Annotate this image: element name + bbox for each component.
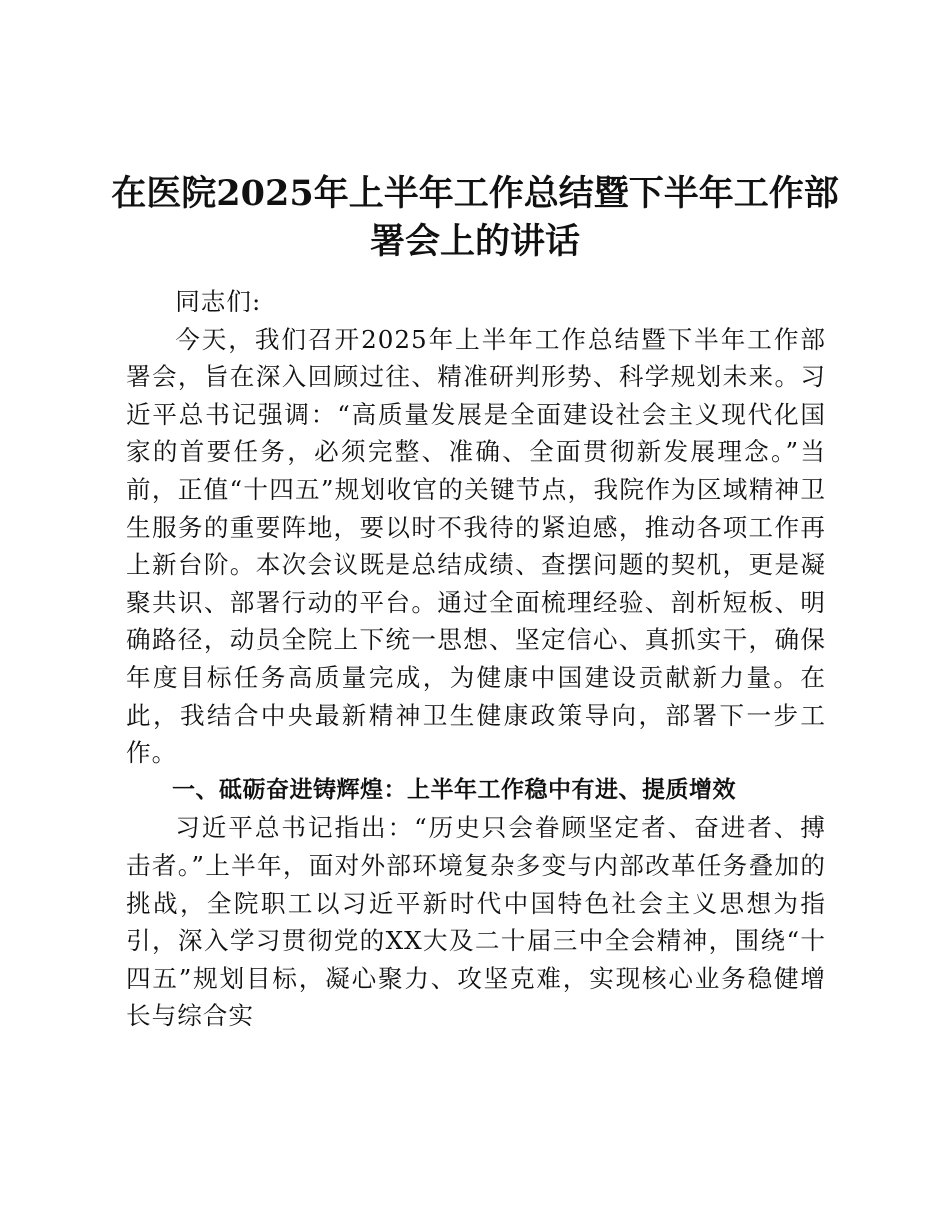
document-body: [126, 283, 826, 1035]
section-heading: 一、砥砺奋进铸辉煌：上半年工作稳中有进、提质增效: [172, 776, 736, 803]
intro-paragraph: 今天，我们召开2025年上半年工作总结暨下半年工作部署会，旨在深入回顾过往、精准研判形势、科学规划未来。习近平总书记强调：“高质量发展是全面建设社会主义现代化国家的首要任务，必须完整、准确、全面贯彻新发展理念。”当前，正值“十四五”规划收官的关键节点，我院作为区域精神卫生服务的重要阵地，要以时不我待的紧迫感，推动各项工作再上新台阶。本次会议既是总结成绩、查摆问题的契机，更是凝聚共识、部署行动的平台。通过全面梳理经验、剖析短板、明确路径，动员全院上下统一思想、坚定信心、真抓实干，确保年度目标任务高质量完成，为健康中国建设贡献新力量。在此，我结合中央最新精神卫生健康政策导向，部署下一步工作。: [126, 324, 826, 768]
salutation: 同志们:: [175, 287, 262, 316]
section-paragraph: 习近平总书记指出：“历史只会眷顾坚定者、奋进者、搏击者。”上半年，面对外部环境复杂多变与内部改革任务叠加的挑战，全院职工以习近平新时代中国特色社会主义思想为指引，深入学习贯彻党的XX大及二十届三中全会精神，围绕“十四五”规划目标，凝心聚力、攻坚克难，实现核心业务稳健增长与综合实: [126, 813, 826, 1031]
document-title: 在医院2025年上半年工作总结暨下半年工作部署会上的讲话: [111, 173, 839, 262]
